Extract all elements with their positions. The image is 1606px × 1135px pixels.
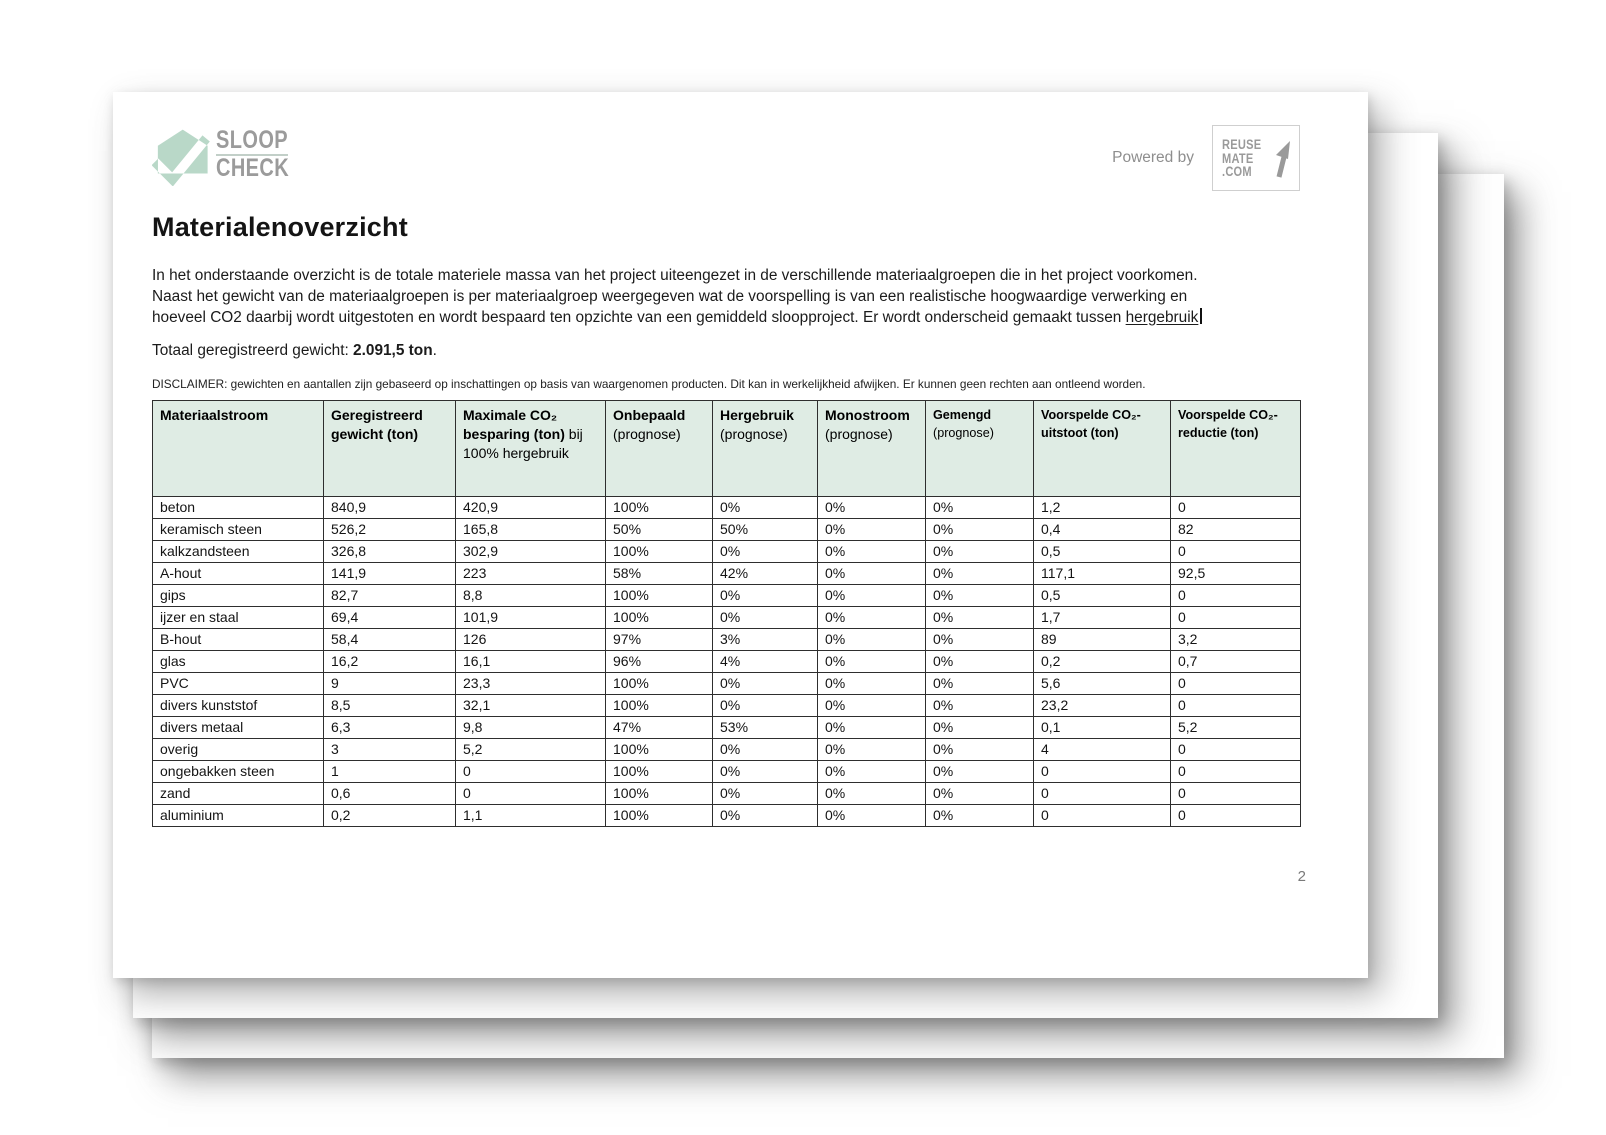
value-cell: 5,2 [1171,717,1301,739]
table-row [153,563,1301,585]
value-cell: 0 [1171,805,1301,827]
page-content [113,92,1368,978]
value-cell: 82 [1171,519,1301,541]
value-cell: 0% [713,805,818,827]
value-cell: 0% [713,761,818,783]
value-cell: 840,9 [324,497,456,519]
material-cell: glas [153,651,324,673]
value-cell: 0% [713,673,818,695]
material-cell: keramisch steen [153,519,324,541]
column-header: Monostroom (prognose) [818,401,926,497]
value-cell: 23,3 [456,673,606,695]
value-cell: 100% [606,761,713,783]
value-cell: 0% [713,497,818,519]
value-cell: 0% [926,541,1034,563]
value-cell: 302,9 [456,541,606,563]
value-cell: 47% [606,717,713,739]
value-cell: 0,2 [1034,651,1171,673]
table-row [153,783,1301,805]
value-cell: 4% [713,651,818,673]
reusemate-line-2: MATE [1221,150,1254,166]
value-cell: 100% [606,673,713,695]
value-cell: 1,7 [1034,607,1171,629]
value-cell: 0% [818,805,926,827]
value-cell: 0% [818,717,926,739]
value-cell: 5,2 [456,739,606,761]
table-row [153,695,1301,717]
value-cell: 82,7 [324,585,456,607]
value-cell: 0% [818,519,926,541]
up-arrow-icon [1273,139,1291,184]
material-cell: ongebakken steen [153,761,324,783]
value-cell: 0% [926,673,1034,695]
hergebruik-link[interactable]: hergebruik [1125,308,1199,326]
material-cell: divers metaal [153,717,324,739]
column-header: Voorspelde CO₂-reductie (ton) [1171,401,1301,497]
value-cell: 0% [926,695,1034,717]
intro-line-1: In het onderstaande overzicht is de totale materiele massa van het project uiteengezet in de verschillende materiaalgroepen die in het project voorkomen. [152,267,1198,284]
page-header [152,125,1300,187]
page-title: Materialenoverzicht [152,212,408,242]
value-cell: 0% [926,739,1034,761]
value-cell: 0% [713,783,818,805]
value-cell: 0 [1171,497,1301,519]
value-cell: 117,1 [1034,563,1171,585]
value-cell: 1 [324,761,456,783]
value-cell: 0% [818,585,926,607]
value-cell: 0% [926,563,1034,585]
reusemate-wordmark [1222,138,1261,179]
value-cell: 0% [818,497,926,519]
value-cell: 0,5 [1034,541,1171,563]
house-check-icon [152,126,212,186]
table-row [153,761,1301,783]
value-cell: 0% [818,783,926,805]
value-cell: 0% [818,695,926,717]
value-cell: 0% [926,651,1034,673]
material-cell: aluminium [153,805,324,827]
value-cell: 0% [926,783,1034,805]
material-cell: ijzer en staal [153,607,324,629]
value-cell: 42% [713,563,818,585]
value-cell: 0 [1034,805,1171,827]
value-cell: 0,7 [1171,651,1301,673]
intro-line-2: Naast het gewicht van de materiaalgroepen is per materiaalgroep weergegeven wat de voorspelling is van een realistische hoogwaardige verwerking en [152,287,1188,305]
table-row [153,541,1301,563]
table-row [153,739,1301,761]
value-cell: 0% [926,585,1034,607]
material-cell: beton [153,497,324,519]
value-cell: 0% [818,541,926,563]
table-row [153,607,1301,629]
value-cell: 0% [713,607,818,629]
value-cell: 165,8 [456,519,606,541]
value-cell: 0,2 [324,805,456,827]
value-cell: 9,8 [456,717,606,739]
value-cell: 5,6 [1034,673,1171,695]
powered-by-block [1112,125,1300,191]
sloopcheck-logo [152,126,307,186]
column-header: Geregistreerd gewicht (ton) [324,401,456,497]
table-row [153,585,1301,607]
report-page [113,92,1368,978]
value-cell: 0% [818,629,926,651]
value-cell: 58% [606,563,713,585]
material-cell: gips [153,585,324,607]
value-cell: 69,4 [324,607,456,629]
table-row [153,519,1301,541]
value-cell: 0% [713,695,818,717]
materials-table [152,400,1301,827]
value-cell: 3% [713,629,818,651]
value-cell: 0% [926,717,1034,739]
column-header: Maximale CO₂ besparing (ton) bij 100% hergebruik [456,401,606,497]
value-cell: 0,5 [1034,585,1171,607]
value-cell: 8,8 [456,585,606,607]
table-row [153,497,1301,519]
value-cell: 0 [456,761,606,783]
value-cell: 0% [818,673,926,695]
page-number: 2 [1297,868,1306,885]
value-cell: 0% [926,629,1034,651]
value-cell: 0 [456,783,606,805]
value-cell: 0% [926,519,1034,541]
material-cell: zand [153,783,324,805]
intro-paragraph [152,266,1300,328]
table-row [153,629,1301,651]
value-cell: 0% [818,607,926,629]
value-cell: 1,2 [1034,497,1171,519]
brand-wordmark [216,128,289,181]
value-cell: 0 [1171,761,1301,783]
value-cell: 100% [606,805,713,827]
value-cell: 0 [1171,585,1301,607]
material-cell: divers kunststof [153,695,324,717]
value-cell: 0% [713,739,818,761]
value-cell: 96% [606,651,713,673]
material-cell: overig [153,739,324,761]
value-cell: 100% [606,739,713,761]
table-header-row [153,401,1301,497]
brand-line-sloop: SLOOP [216,126,289,154]
material-cell: kalkzandsteen [153,541,324,563]
value-cell: 0 [1171,673,1301,695]
value-cell: 58,4 [324,629,456,651]
value-cell: 101,9 [456,607,606,629]
value-cell: 4 [1034,739,1171,761]
brand-line-check: CHECK [216,154,290,182]
material-cell: B-hout [153,629,324,651]
value-cell: 0% [713,585,818,607]
value-cell: 0% [926,761,1034,783]
column-header: Gemengd (prognose) [926,401,1034,497]
value-cell: 92,5 [1171,563,1301,585]
value-cell: 0 [1171,541,1301,563]
total-weight-line: Totaal geregistreerd gewicht: 2.091,5 ton. [152,342,437,360]
value-cell: 100% [606,695,713,717]
value-cell: 3 [324,739,456,761]
value-cell: 100% [606,783,713,805]
material-cell: PVC [153,673,324,695]
column-header: Onbepaald (prognose) [606,401,713,497]
value-cell: 100% [606,497,713,519]
reusemate-line-3: .COM [1221,164,1252,180]
column-header: Voorspelde CO₂-uitstoot (ton) [1034,401,1171,497]
value-cell: 0 [1171,739,1301,761]
disclaimer-text: DISCLAIMER: gewichten en aantallen zijn gebaseerd op inschattingen op basis van waargenomen producten. Dit kan in werkelijkheid afwijken. Er kunnen geen rechten aan ontleend worden. [152,377,1146,392]
value-cell: 0 [1171,607,1301,629]
table-row [153,651,1301,673]
value-cell: 32,1 [456,695,606,717]
table-row [153,673,1301,695]
value-cell: 6,3 [324,717,456,739]
value-cell: 0 [1171,695,1301,717]
value-cell: 53% [713,717,818,739]
powered-by-label: Powered by [1112,149,1194,166]
value-cell: 0 [1034,783,1171,805]
value-cell: 0 [1171,783,1301,805]
materials-table-body [153,497,1301,827]
value-cell: 9 [324,673,456,695]
material-cell: A-hout [153,563,324,585]
total-weight-value: 2.091,5 ton [353,342,433,360]
column-header: Materiaalstroom [153,401,324,497]
value-cell: 141,9 [324,563,456,585]
value-cell: 0% [818,563,926,585]
value-cell: 0% [713,541,818,563]
value-cell: 23,2 [1034,695,1171,717]
value-cell: 0,4 [1034,519,1171,541]
value-cell: 50% [606,519,713,541]
value-cell: 0 [1034,761,1171,783]
value-cell: 0% [818,739,926,761]
value-cell: 3,2 [1171,629,1301,651]
value-cell: 0% [818,651,926,673]
value-cell: 0,1 [1034,717,1171,739]
table-row [153,717,1301,739]
value-cell: 8,5 [324,695,456,717]
value-cell: 0% [818,761,926,783]
reusemate-line-1: REUSE [1221,137,1262,153]
value-cell: 0% [926,497,1034,519]
intro-line-3: hoeveel CO2 daarbij wordt uitgestoten en wordt bespaard ten opzichte van een gemiddeld sloopproject. Er wordt onderscheid gemaakt tussen hergebruik [152,308,1300,329]
value-cell: 326,8 [324,541,456,563]
table-row [153,805,1301,827]
value-cell: 16,1 [456,651,606,673]
value-cell: 100% [606,585,713,607]
text-cursor [1200,308,1202,324]
value-cell: 89 [1034,629,1171,651]
value-cell: 526,2 [324,519,456,541]
value-cell: 97% [606,629,713,651]
value-cell: 50% [713,519,818,541]
value-cell: 16,2 [324,651,456,673]
value-cell: 126 [456,629,606,651]
reusemate-logo [1212,125,1300,191]
value-cell: 0% [926,805,1034,827]
value-cell: 100% [606,541,713,563]
value-cell: 223 [456,563,606,585]
value-cell: 1,1 [456,805,606,827]
column-header: Hergebruik (prognose) [713,401,818,497]
value-cell: 100% [606,607,713,629]
value-cell: 420,9 [456,497,606,519]
value-cell: 0,6 [324,783,456,805]
value-cell: 0% [926,607,1034,629]
